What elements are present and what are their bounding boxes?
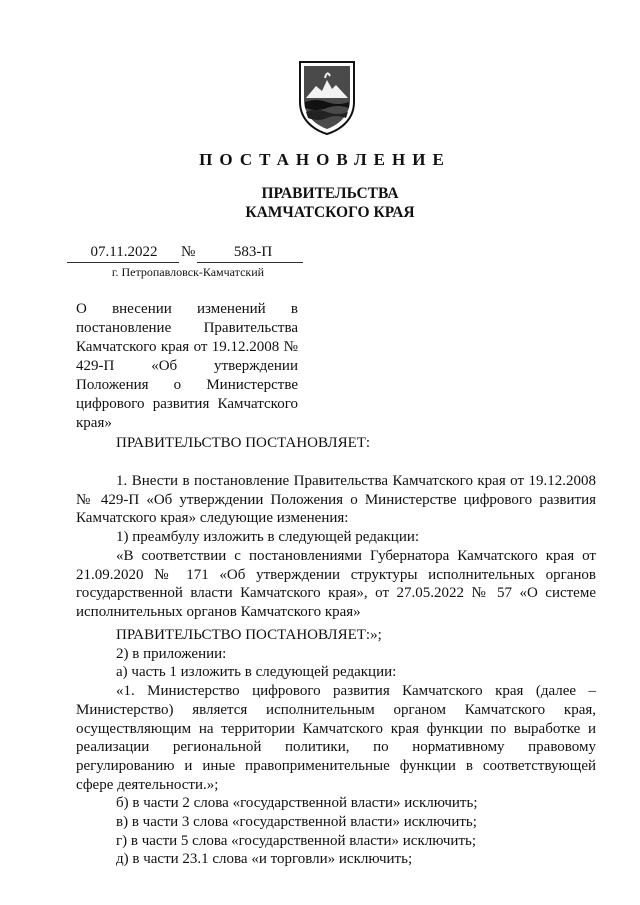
decree-heading-block	[76, 434, 596, 453]
kamchatka-coat-of-arms-icon	[296, 58, 358, 136]
issuer-line-1: ПРАВИТЕЛЬСТВА	[261, 185, 399, 202]
paragraph: 1. Внести в постановление Правительства Камчатского края от 19.12.2008 № 429-П «Об утверждении Положения о Министерстве цифрового развития Камчатского края» следующие изменения:	[76, 473, 596, 527]
paragraph: д) в части 23.1 слова «и торговли» исключить;	[116, 851, 413, 868]
registration-city: г. Петропавловск-Камчатский	[111, 265, 265, 279]
issuer-line-2: КАМЧАТСКОГО КРАЯ	[245, 204, 415, 221]
paragraph: ПРАВИТЕЛЬСТВО ПОСТАНОВЛЯЕТ:»;	[116, 627, 382, 643]
decree-heading: ПРАВИТЕЛЬСТВО ПОСТАНОВЛЯЕТ:	[116, 435, 371, 451]
document-type-title: ПОСТАНОВЛЕНИЕ	[199, 150, 451, 169]
issuer-name	[200, 184, 460, 222]
paragraph: 2) в приложении:	[116, 645, 227, 662]
paragraph: а) часть 1 изложить в следующей редакции:	[116, 664, 397, 681]
amendments-part-1	[76, 472, 596, 622]
date-underline	[67, 262, 179, 263]
amendments-part-2	[76, 626, 596, 869]
paragraph: «В соответствии с постановлениями Губернатора Камчатского края от 21.09.2020 № 171 «Об утверждении структуры исполнительных органов государственной власти Камчатского края», от 27.05.2022 № 57 «О системе исполнительных органов Камчатского края»	[76, 547, 596, 620]
registration-number: 583-П	[233, 244, 273, 260]
number-sign: №	[181, 244, 196, 260]
document-subject: О внесении изменений в постановление Правительства Камчатского края от 19.12.2008 № 429-П «Об утверждении Положения о Министерстве цифрового развития Камчатского края»	[76, 301, 298, 431]
paragraph: «1. Министерство цифрового развития Камчатского края (далее – Министерство) является исполнительным органом Камчатского края, осуществляющим на территории Камчатского края функции по выработке и реализации региональной политики, по нормативному правовому регулированию и иные правоприменительные функции в соответствующей сфере деятельности.»;	[76, 683, 596, 793]
paragraph: 1) преамбулу изложить в следующей редакции:	[116, 529, 420, 546]
paragraph: в) в части 3 слова «государственной власти» исключить;	[116, 814, 477, 831]
registration-date: 07.11.2022	[90, 244, 158, 260]
paragraph: г) в части 5 слова «государственной власти» исключить;	[116, 832, 477, 849]
number-underline	[197, 262, 303, 263]
paragraph: б) в части 2 слова «государственной власти» исключить;	[116, 795, 478, 812]
